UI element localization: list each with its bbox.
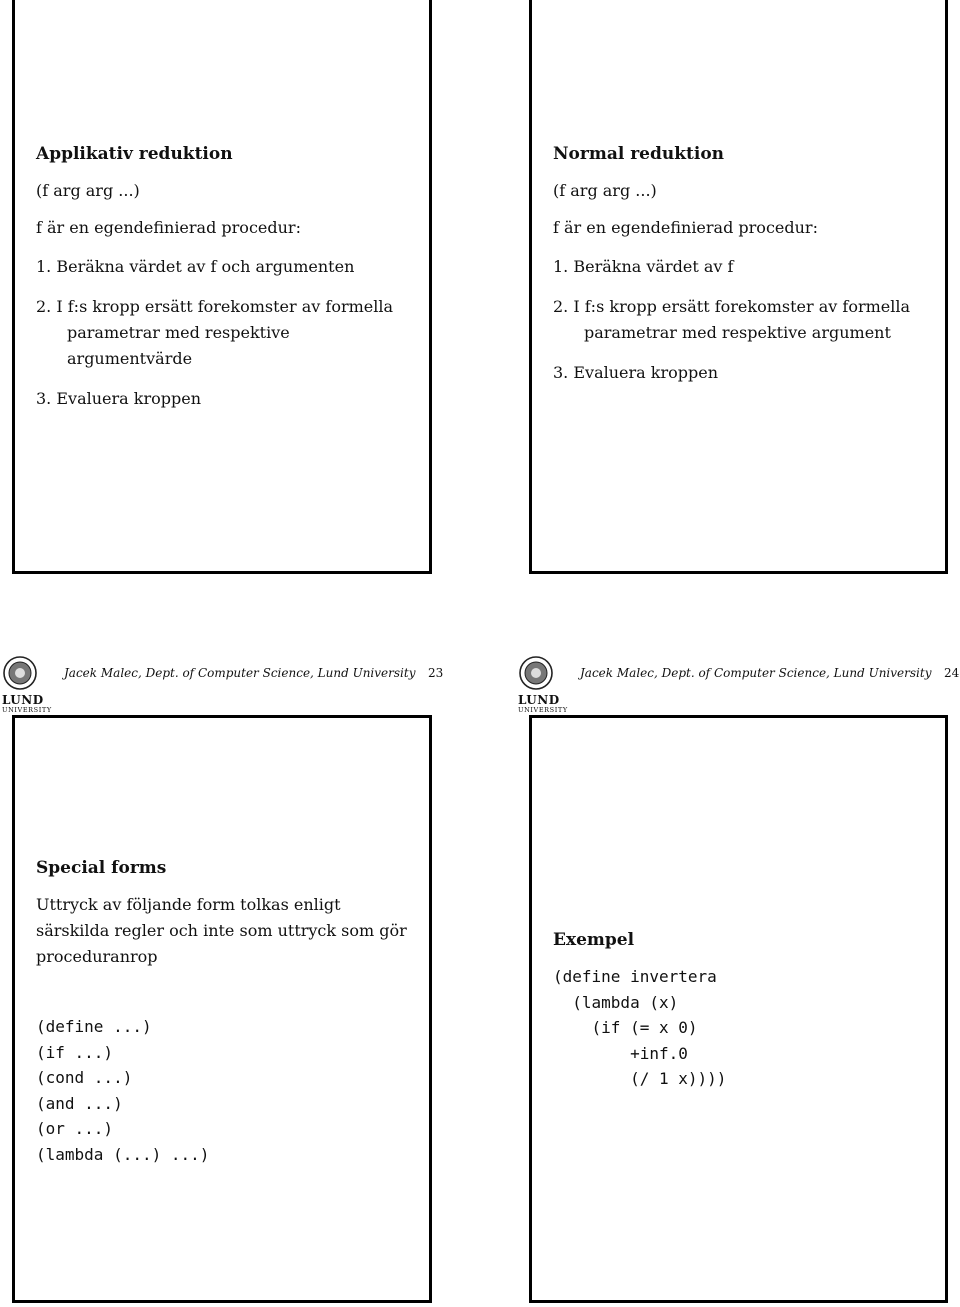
call-text: (f arg arg ...) bbox=[553, 181, 657, 200]
slide-content bbox=[36, 858, 419, 1167]
code-line: (define ...) bbox=[36, 1017, 152, 1036]
university-seal-icon bbox=[2, 656, 38, 690]
description: f är en egendefinierad procedur: bbox=[36, 218, 301, 237]
page-number: 23 bbox=[428, 666, 444, 680]
code-line: (if ...) bbox=[36, 1042, 114, 1062]
university-seal-icon bbox=[518, 656, 554, 690]
code-line: (or ...) bbox=[36, 1119, 114, 1138]
code-line: +inf.0 bbox=[553, 1043, 688, 1063]
code-line: (cond ...) bbox=[36, 1068, 133, 1087]
lund-logo bbox=[2, 656, 52, 714]
call-expression bbox=[553, 178, 935, 204]
slide-content bbox=[553, 144, 935, 400]
code-line: (and ...) bbox=[36, 1093, 123, 1113]
logo-name: LUND bbox=[2, 693, 44, 707]
code-block bbox=[553, 964, 935, 1092]
code-block bbox=[36, 1014, 419, 1167]
call-text: (f arg arg ...) bbox=[36, 181, 140, 200]
slide-title: Applikativ reduktion bbox=[36, 144, 233, 164]
slide-24 bbox=[529, 0, 948, 574]
step-item: 1. Beräkna värdet av f och argumenten bbox=[36, 257, 355, 276]
slide-25 bbox=[12, 715, 432, 1303]
code-line: (lambda (...) ...) bbox=[36, 1144, 210, 1164]
code-line: (lambda (x) bbox=[553, 992, 679, 1012]
code-line: (if (= x 0) bbox=[553, 1018, 698, 1037]
step-list bbox=[36, 254, 419, 412]
slide-title: Special forms bbox=[36, 858, 167, 878]
call-expression bbox=[36, 178, 419, 204]
footer-text: Jacek Malec, Dept. of Computer Science, Lund University bbox=[580, 666, 932, 680]
step-item: 2. I f:s kropp ersätt forekomster av formella parametrar med respektive argumentvärde bbox=[36, 297, 394, 368]
slide-title: Normal reduktion bbox=[553, 144, 725, 164]
step-list bbox=[553, 254, 935, 386]
logo-name: LUND bbox=[518, 693, 560, 707]
code-line: (define invertera bbox=[553, 967, 717, 986]
step-item: 3. Evaluera kroppen bbox=[36, 389, 202, 408]
step-item: 2. I f:s kropp ersätt forekomster av formella parametrar med respektive argument bbox=[553, 297, 911, 342]
logo-sub: UNIVERSITY bbox=[518, 706, 568, 714]
step-item: 1. Beräkna värdet av f bbox=[553, 257, 734, 276]
code-line: (/ 1 x)))) bbox=[553, 1069, 727, 1088]
description: Uttryck av följande form tolkas enligt särskilda regler och inte som uttryck som gör proceduranrop bbox=[36, 895, 407, 966]
page-number: 24 bbox=[944, 666, 960, 680]
logo-sub: UNIVERSITY bbox=[2, 706, 52, 714]
slide-content bbox=[553, 930, 935, 1092]
slide-title: Exempel bbox=[553, 930, 635, 950]
step-item: 3. Evaluera kroppen bbox=[553, 363, 719, 382]
slide-23 bbox=[12, 0, 432, 574]
slide-content bbox=[36, 144, 419, 426]
lund-logo bbox=[518, 656, 568, 714]
footer-text: Jacek Malec, Dept. of Computer Science, Lund University bbox=[64, 666, 416, 680]
description: f är en egendefinierad procedur: bbox=[553, 218, 818, 237]
slide-26 bbox=[529, 715, 948, 1303]
